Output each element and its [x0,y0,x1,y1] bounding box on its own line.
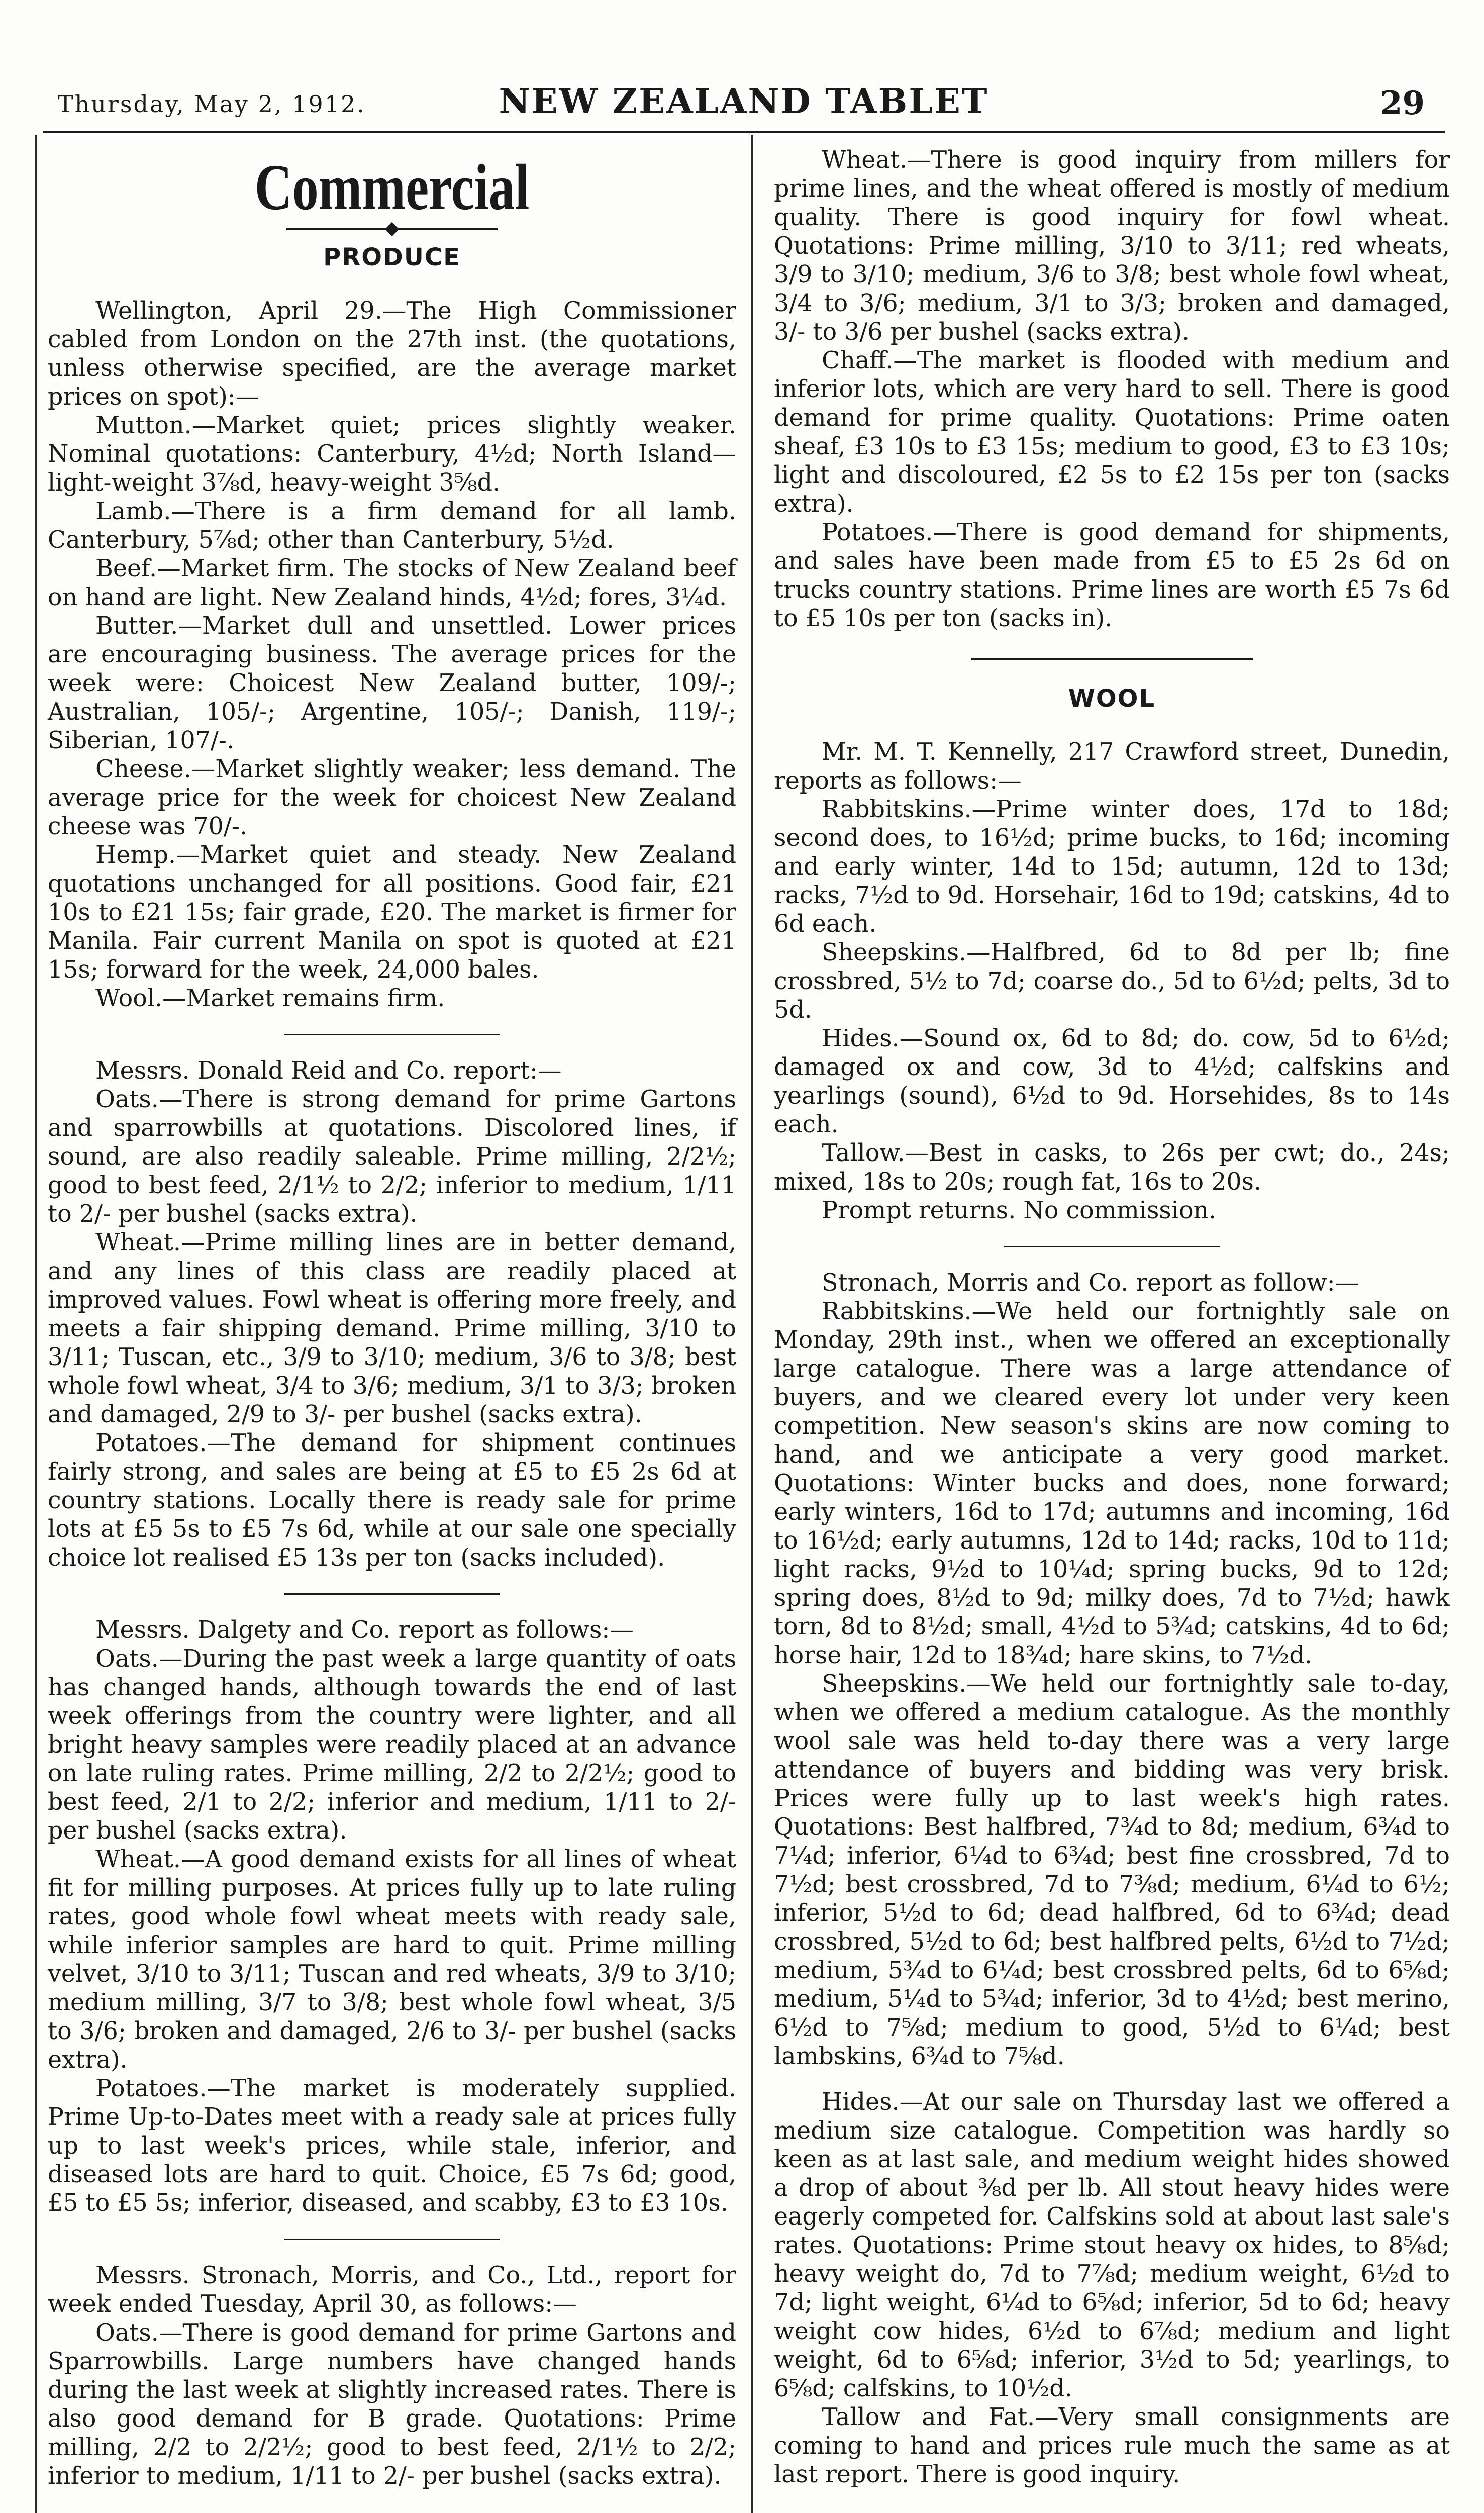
reid-potatoes: Potatoes.—The demand for shipment continues fairly strong, and sales are being at £5 to £5 2s 6d at country stations. Locally there is ready sale for prime lots at £5 5s to £5 7s 6d, while at our sale one specially choice lot realised £5 13s per ton (sacks included). [48,1429,736,1572]
dalgety-intro: Messrs. Dalgety and Co. report as follows:— [95,1616,634,1644]
cheese-report: Cheese.—Market slightly weaker; less demand. The average price for the week for choicest New Zealand cheese was 70/-. [48,755,736,840]
reid-wheat: Wheat.—Prime milling lines are in better demand, and any lines of this class are readily placed at improved values. Fowl wheat is offering more freely, and meets a fair shipping demand. Prime milling, 3/10 to 3/11; Tuscan, etc., 3/9 to 3/10; medium, 3/6 to 3/8; best whole fowl wheat, 3/4 to 3/6; medium, 3/1 to 3/3; broken and damaged, 2/9 to 3/- per bushel (sacks extra). [48,1229,736,1428]
kennelly-returns: Prompt returns. No commission. [822,1197,1217,1224]
sm-sheepskins: Sheepskins.—We held our fortnightly sale to-day, when we offered a medium catalogue. As the monthly wool sale was held to-day there was a very large attendance of buyers and bidding was very brisk. Prices were fully up to last week's high rates. Quotations: Best halfbred, 7¾d to 8d; medium, 6¾d to 7¼d; inferior, 6¼d to 6¾d; best fine crossbred, 7d to 7½d; best crossbred, 7d to 7⅜d; medium, 6¼d to 6½; inferior, 5½d to 6d; dead halfbred, 6d to 6¾d; dead crossbred, 5½d to 6d; best halfbred pelts, 6½d to 7½d; medium, 5¾d to 6¼d; best crossbred pelts, 6d to 6⅝d; medium, 5¼d to 5¾d; inferior, 3d to 4½d; best merino, 6½d to 7⅝d; medium to good, 5½d to 6¼d; best lambskins, 6¾d to 7⅝d. [774,1670,1450,2070]
reid-intro: Messrs. Donald Reid and Co. report:— [95,1057,562,1085]
section-divider [284,1034,500,1035]
paragraph-gap [774,2071,1450,2088]
reid-oats: Oats.—There is strong demand for prime Gartons and sparrowbills at quotations. Discolored lines, if sound, are also readily saleable. Prime milling, 2/2½; good to best feed, 2/1½ to 2/2; inferior to medium, 1/11 to 2/- per bushel (sacks extra). [48,1086,736,1228]
kennelly-rabbitskins: Rabbitskins.—Prime winter does, 17d to 18d; second does, to 16½d; prime bucks, to 16d; incoming and early winter, 14d to 15d; autumn, 12d to 13d; racks, 7½d to 9d. Horsehair, 16d to 19d; catskins, 4d to 6d each. [774,796,1450,938]
title-ornament [286,228,498,230]
publication-title: NEW ZEALAND TABLET [499,81,989,122]
section-divider [971,658,1253,660]
right-column [774,146,1450,2489]
dalgety-potatoes: Potatoes.—The market is moderately supplied. Prime Up-to-Dates meet with a ready sale at prices fully up to last week's prices, while stale, inferior, and diseased lots are hard to quit. Choice, £5 7s 6d; good, £5 to £5 5s; inferior, diseased, and scabby, £3 to £3 10s. [48,2075,736,2217]
kennelly-tallow: Tallow.—Best in casks, to 26s per cwt; do., 24s; mixed, 18s to 20s; rough fat, 16s to 20s. [774,1139,1450,1196]
stronach-chaff: Chaff.—The market is flooded with medium and inferior lots, which are very hard to sell. There is good demand for prime quality. Quotations: Prime oaten sheaf, £3 10s to £3 15s; medium to good, £3 to £3 10s; light and discoloured, £2 5s to £2 15s per ton (sacks extra). [774,347,1450,518]
sm-hides: Hides.—At our sale on Thursday last we offered a medium size catalogue. Competition was hardly so keen as at last sale, and medium weight hides showed a drop of about ⅜d per lb. All stout heavy hides were eagerly competed for. Calfskins sold at about last sale's rates. Quotations: Prime stout heavy ox hides, to 8⅝d; heavy weight do, 7d to 7⅞d; medium weight, 6½d to 7d; light weight, 6¼d to 6⅝d; inferior, 5d to 6d; heavy weight cow hides, 6½d to 6⅞d; medium and light weight, 6d to 6⅝d; inferior, 3½d to 5d; yearlings, to 6⅝d; calfskins, to 10½d. [774,2088,1450,2402]
sm-rabbitskins: Rabbitskins.—We held our fortnightly sale on Monday, 29th inst., when we offered an exceptionally large catalogue. There was a large attendance of buyers, and we cleared every lot under very keen competition. New season's skins are now coming to hand, and we anticipate a very good market. Quotations: Winter bucks and does, none forward; early winters, 16d to 17d; autumns and incoming, 16d to 16½d; early autumns, 12d to 14d; racks, 10d to 11d; light racks, 9½d to 10¼d; spring bucks, 9d to 12d; spring does, 8½d to 9d; milky does, 7d to 7½d; hawk torn, 8d to 8½d; small, 4½d to 5¾d; catskins, 4d to 6d; horse hair, 12d to 18¾d; hare skins, to 7½d. [774,1298,1450,1669]
stronach-potatoes: Potatoes.—There is good demand for shipments, and sales have been made from £5 to £5 2s 6d on trucks country stations. Prime lines are worth £5 7s 6d to £5 10s per ton (sacks in). [774,519,1450,632]
wool-market-report: Wool.—Market remains firm. [95,985,445,1012]
page-header [43,75,1445,133]
section-divider [284,1593,500,1595]
kennelly-hides: Hides.—Sound ox, 6d to 8d; do. cow, 5d to 6½d; damaged ox and cow, 3d to 4½d; calfskins and yearlings (sound), 6½d to 9d. Horsehides, 8s to 14s each. [774,1025,1450,1138]
column-divider [751,135,753,2513]
stronach-intro: Messrs. Stronach, Morris, and Co., Ltd., report for week ended Tuesday, April 30, as follows:— [48,2262,736,2318]
issue-date: Thursday, May 2, 1912. [58,90,366,118]
stronach-wheat: Wheat.—There is good inquiry from millers for prime lines, and the wheat offered is mostly of medium quality. There is good inquiry for fowl wheat. Quotations: Prime milling, 3/10 to 3/11; red wheats, 3/9 to 3/10; medium, 3/6 to 3/8; best whole fowl wheat, 3/4 to 3/6; medium, 3/1 to 3/3; broken and damaged, 3/- to 3/6 per bushel (sacks extra). [774,146,1450,346]
wellington-intro: Wellington, April 29.—The High Commissioner cabled from London on the 27th inst. (the quotations, unless otherwise specified, are the average market prices on spot):— [48,297,736,411]
produce-heading: PRODUCE [323,243,461,271]
left-margin-rule [35,135,37,2513]
wool-heading: WOOL [1068,685,1156,713]
sm-intro: Stronach, Morris and Co. report as follow:— [822,1269,1359,1297]
stronach-oats: Oats.—There is good demand for prime Gartons and Sparrowbills. Large numbers have changed hands during the last week at slightly increased rates. There is also good demand for B grade. Quotations: Prime milling, 2/2 to 2/2½; good to best feed, 2/1½ to 2/2; inferior to medium, 1/11 to 2/- per bushel (sacks extra). [48,2319,736,2490]
page-number: 29 [1379,84,1425,122]
butter-report: Butter.—Market dull and unsettled. Lower prices are encouraging business. The average prices for the week were: Choicest New Zealand butter, 109/-; Australian, 105/-; Argentine, 105/-; Danish, 119/-; Siberian, 107/-. [48,612,736,754]
dalgety-wheat: Wheat.—A good demand exists for all lines of wheat fit for milling purposes. At prices fully up to late ruling rates, good whole fowl wheat meets with ready sale, while inferior samples are hard to quit. Prime milling velvet, 3/10 to 3/11; Tuscan and red wheats, 3/9 to 3/10; medium milling, 3/7 to 3/8; best whole fowl wheat, 3/5 to 3/6; broken and damaged, 2/6 to 3/- per bushel (sacks extra). [48,1846,736,2074]
section-divider [1004,1246,1220,1247]
section-divider [284,2239,500,2240]
kennelly-sheepskins: Sheepskins.—Halfbred, 6d to 8d per lb; fine crossbred, 5½ to 7d; coarse do., 5d to 6½d; pelts, 3d to 5d. [774,939,1450,1024]
sm-tallow: Tallow and Fat.—Very small consignments are coming to hand and prices rule much the same as at last report. There is good inquiry. [774,2403,1450,2488]
dalgety-oats: Oats.—During the past week a large quantity of oats has changed hands, although towards the end of last week offerings from the country were lighter, and all bright heavy samples were readily placed at an advance on late ruling rates. Prime milling, 2/2 to 2/2½; good to best feed, 2/1 to 2/2; inferior and medium, 1/11 to 2/- per bushel (sacks extra). [48,1645,736,1845]
lamb-report: Lamb.—There is a firm demand for all lamb. Canterbury, 5⅞d; other than Canterbury, 5½d. [48,498,736,554]
left-column [48,146,736,2490]
beef-report: Beef.—Market firm. The stocks of New Zealand beef on hand are light. New Zealand hinds, 4½d; fores, 3¼d. [48,555,736,611]
section-title-commercial: Commercial [254,151,530,224]
hemp-report: Hemp.—Market quiet and steady. New Zealand quotations unchanged for all positions. Good fair, £21 10s to £21 15s; fair grade, £20. The market is firmer for Manila. Fair current Manila on spot is quoted at £21 15s; forward for the week, 24,000 bales. [48,841,736,984]
kennelly-intro: Mr. M. T. Kennelly, 217 Crawford street, Dunedin, reports as follows:— [774,738,1450,795]
mutton-report: Mutton.—Market quiet; prices slightly weaker. Nominal quotations: Canterbury, 4½d; North Island—light-weight 3⅞d, heavy-weight 3⅝d. [48,412,736,497]
